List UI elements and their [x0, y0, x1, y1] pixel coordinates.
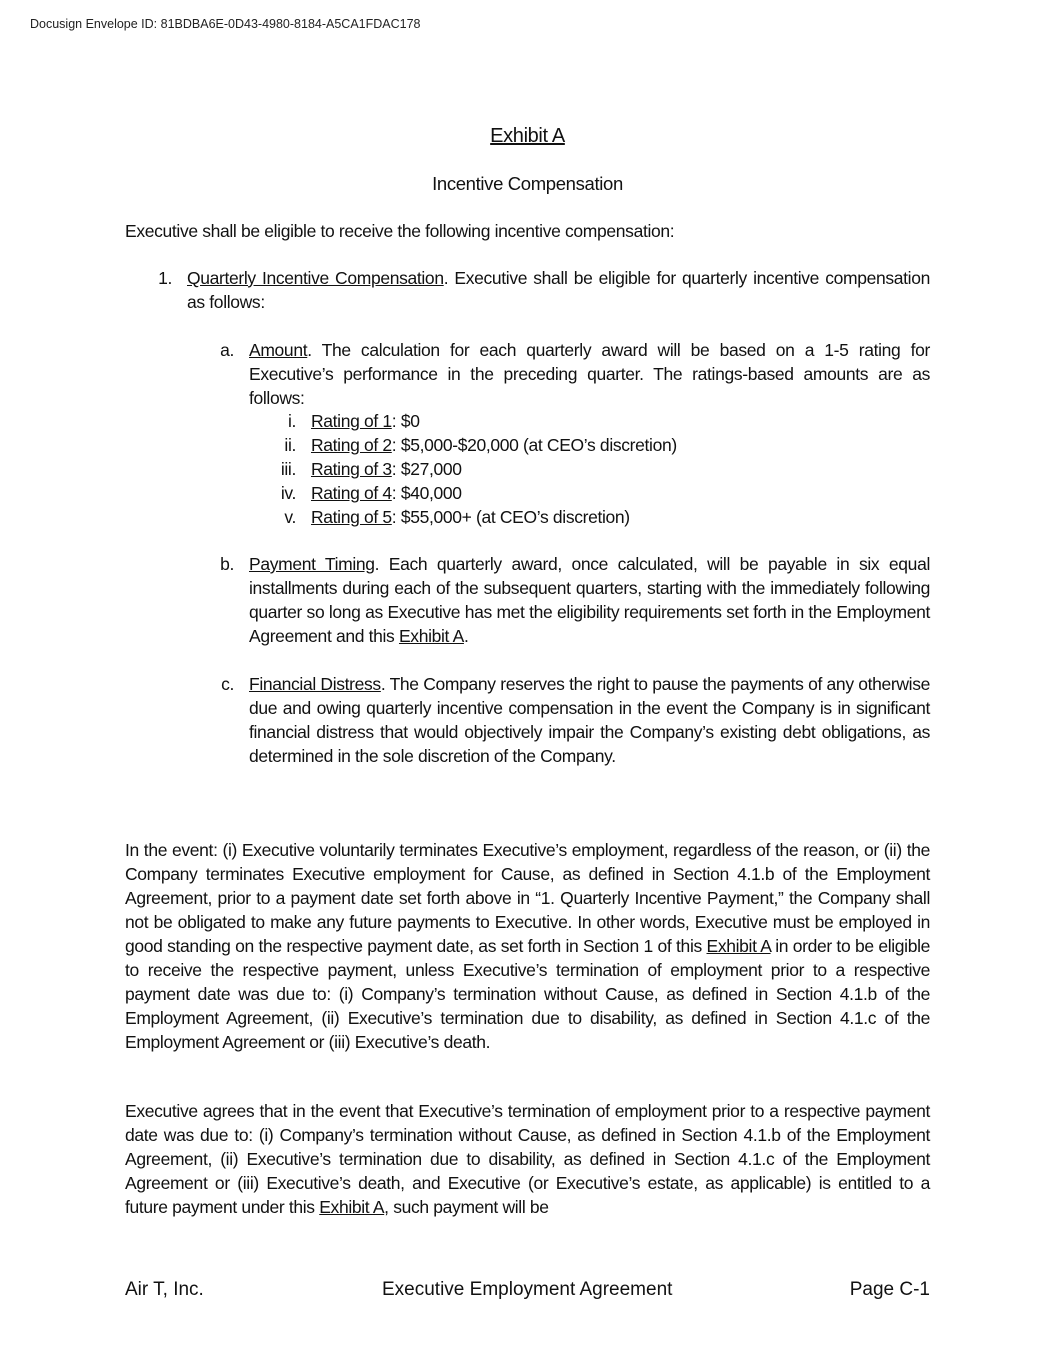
period: . [463, 626, 469, 646]
rating-number: i. [287, 411, 296, 431]
label-a: a. [220, 340, 234, 360]
label-b: b. [220, 554, 234, 574]
rating-value: : $55,000+ (at CEO’s discretion) [391, 507, 630, 527]
para2-post: , such payment will be [384, 1197, 549, 1217]
subtitle: Incentive Compensation [432, 173, 623, 194]
rating-number: iii. [280, 459, 296, 479]
amount-body: . The calculation for each quarterly award will be based on a 1-5 rating for Executive’s performance in the preceding quarter. The ratings-based amounts are as follows: [249, 340, 930, 408]
rating-label: Rating of 5 [311, 507, 392, 527]
rating-label: Rating of 1 [311, 411, 392, 431]
rating-value: : $40,000 [391, 483, 462, 503]
rating-number: iv. [280, 483, 296, 503]
rating-label: Rating of 4 [311, 483, 392, 503]
para1-post: in order to be eligible to receive the respective payment, unless Executive’s termination of employment prior to a respective payment date was due to: (i) Company’s termination without Cause, as defined in Section 4.1.b of the Employment Agreement, (ii) Executive’s termination due to disability, as defined in Section 4.1.c of the Employment Agreement or (iii) Executive’s death. [125, 936, 930, 1052]
rating-label: Rating of 2 [311, 435, 392, 455]
para1-pre: In the event: (i) Executive voluntarily terminates Executive’s employment, regardless of the reason, or (ii) the Company terminates Executive employment for Cause, as defined in Section 4.1.b of the Employment Agreement, prior to a payment date set forth above in “1. Quarterly Incentive Payment,” the Company shall not be obligated to make any future payments to Executive. In other words, Executive must be employed in good standing on the respective payment date, as set forth in Section 1 of this [125, 840, 930, 956]
section-b [249, 552, 930, 648]
rating-value: : $0 [391, 411, 420, 431]
heading-financial-distress: Financial Distress [249, 674, 381, 694]
footer-page-number: Page C-1 [849, 1279, 930, 1300]
rating-number: ii. [284, 435, 296, 455]
exhibit-title: Exhibit A [490, 125, 565, 147]
exhibit-link[interactable]: Exhibit A [706, 936, 771, 956]
intro: Executive shall be eligible to receive the following incentive compensation: [125, 221, 675, 241]
rating-label: Rating of 3 [311, 459, 392, 479]
para2-pre: Executive agrees that in the event that Executive’s termination of employment prior to a respective payment date was due to: (i) Company’s termination without Cause, as defined in Section 4.1.b of the Employment Agreement, (ii) Executive’s termination due to disability, as defined in Section 4.1.c of the Employment Agreement or (iii) Executive’s death, and Executive (or Executive’s estate, as applicable) is entitled to a future payment under this [125, 1101, 930, 1217]
footer-title: Executive Employment Agreement [382, 1279, 673, 1300]
exhibit-link[interactable]: Exhibit A [398, 626, 464, 646]
paragraph-termination [125, 838, 930, 1054]
footer-company: Air T, Inc. [125, 1279, 204, 1300]
item1-heading: Quarterly Incentive Compensation [187, 268, 444, 288]
item-number: 1. [158, 268, 172, 288]
rating-value: : $27,000 [391, 459, 462, 479]
exhibit-link[interactable]: Exhibit A [319, 1197, 385, 1217]
item1-body: . Executive shall be eligible for quarterly incentive compensation as follows: [187, 268, 930, 312]
section-a [249, 338, 930, 410]
section-c [249, 672, 930, 768]
item1-text [187, 266, 930, 314]
label-c: c. [221, 674, 234, 694]
financial-distress-body: . The Company reserves the right to pause the payments of any otherwise due and owing quarterly incentive compensation in the event the Company is in significant financial distress that would objectively impair the Company’s existing debt obligations, as determined in the sole discretion of the Company. [249, 674, 931, 766]
heading-payment-timing: Payment Timing [249, 554, 375, 574]
paragraph-agreement [125, 1099, 930, 1219]
heading-amount: Amount [249, 340, 308, 360]
rating-number: v. [284, 507, 296, 527]
envelope-id: Docusign Envelope ID: 81BDBA6E-0D43-4980-8184-A5CA1FDAC178 [30, 17, 421, 31]
payment-timing-body: . Each quarterly award, once calculated, will be payable in six equal installments during each of the subsequent quarters, starting with the immediately following quarter so long as Executive has met the eligibility requirements set forth in the Employment Agreement and this [249, 554, 930, 646]
rating-value: : $5,000-$20,000 (at CEO’s discretion) [391, 435, 677, 455]
